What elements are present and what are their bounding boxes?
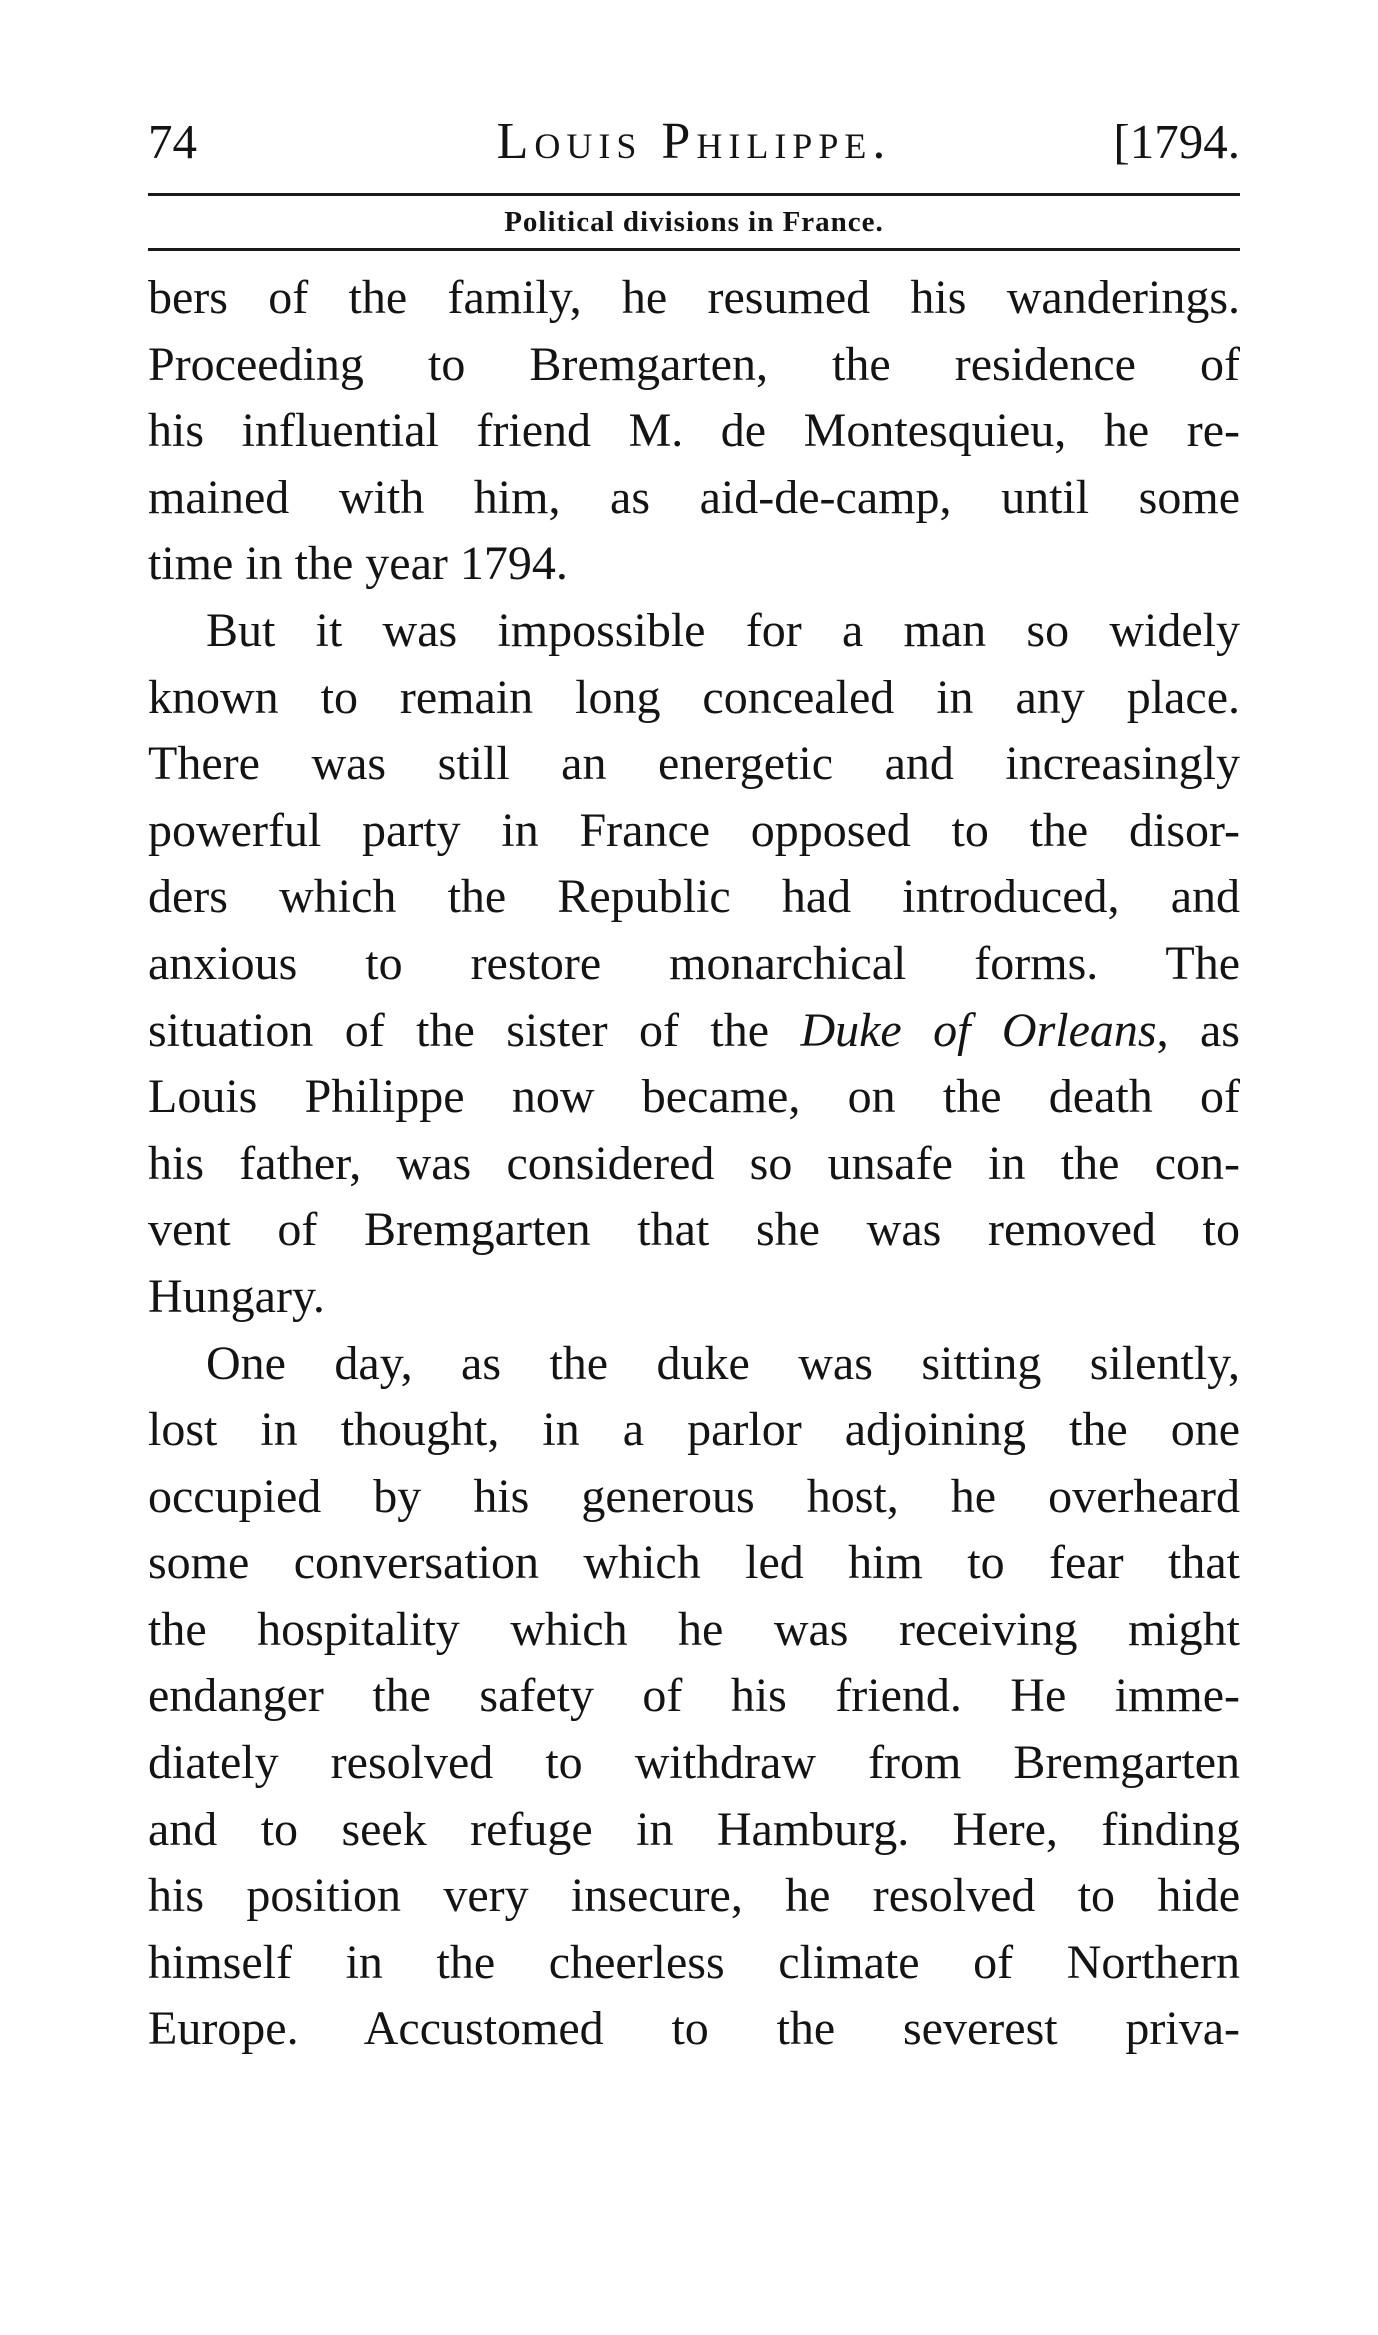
text-line: mained with him, as aid-de-camp, until some — [148, 470, 1240, 524]
paragraph-3 — [148, 1331, 1240, 2064]
book-page — [148, 105, 1240, 2063]
text-line: ders which the Republic had introduced, and — [148, 870, 1240, 924]
text-line: his influential friend M. de Montesquieu, he re- — [148, 404, 1240, 458]
text-line: lost in thought, in a parlor adjoining the one — [148, 1403, 1240, 1457]
text-fragment: situation of the sister of the — [148, 1003, 801, 1057]
running-title: Louis Philippe. — [496, 113, 892, 170]
text-line: anxious to restore monarchical forms. The — [148, 936, 1240, 990]
text-line: time in the year 1794. — [148, 537, 568, 591]
text-line: some conversation which led him to fear that — [148, 1536, 1240, 1590]
paragraph-1 — [148, 265, 1240, 598]
text-line: bers of the family, he resumed his wanderings. — [148, 271, 1240, 324]
text-line: Hungary. — [148, 1269, 325, 1323]
running-year: [1794. — [1113, 114, 1240, 169]
text-line: his position very insecure, he resolved to hide — [148, 1869, 1240, 1923]
text-line: diately resolved to withdraw from Bremgarten — [148, 1736, 1240, 1790]
text-line: himself in the cheerless climate of Northern — [148, 1935, 1240, 1989]
section-subhead: Political divisions in France. — [504, 206, 884, 238]
text-line: his father, was considered so unsafe in the con- — [148, 1136, 1240, 1190]
page-number: 74 — [148, 114, 197, 169]
header-rule-bottom — [148, 248, 1240, 251]
text-line: vent of Bremgarten that she was removed to — [148, 1203, 1240, 1257]
text-line: occupied by his generous host, he overheard — [148, 1469, 1240, 1523]
text-line: Louis Philippe now became, on the death of — [148, 1070, 1240, 1124]
paragraph-2 — [148, 598, 1240, 1331]
text-line: endanger the safety of his friend. He imme- — [148, 1669, 1240, 1723]
text-line: known to remain long concealed in any place. — [148, 670, 1240, 724]
text-line: Europe. Accustomed to the severest priva- — [148, 2002, 1240, 2056]
body-text — [148, 265, 1240, 2063]
text-fragment: , as — [1156, 1003, 1240, 1057]
text-line: There was still an energetic and increasingly — [148, 737, 1240, 791]
text-line: the hospitality which he was receiving might — [148, 1602, 1240, 1656]
text-line: and to seek refuge in Hamburg. Here, finding — [148, 1802, 1240, 1856]
text-line-with-italic — [148, 998, 1240, 1065]
italic-title: Duke of Orleans — [800, 1003, 1157, 1057]
text-line: But it was impossible for a man so widely — [206, 603, 1240, 657]
running-head — [148, 105, 1240, 179]
text-line: Proceeding to Bremgarten, the residence of — [148, 337, 1240, 391]
text-line: One day, as the duke was sitting silently, — [206, 1336, 1240, 1390]
text-line: powerful party in France opposed to the disor- — [148, 803, 1240, 857]
